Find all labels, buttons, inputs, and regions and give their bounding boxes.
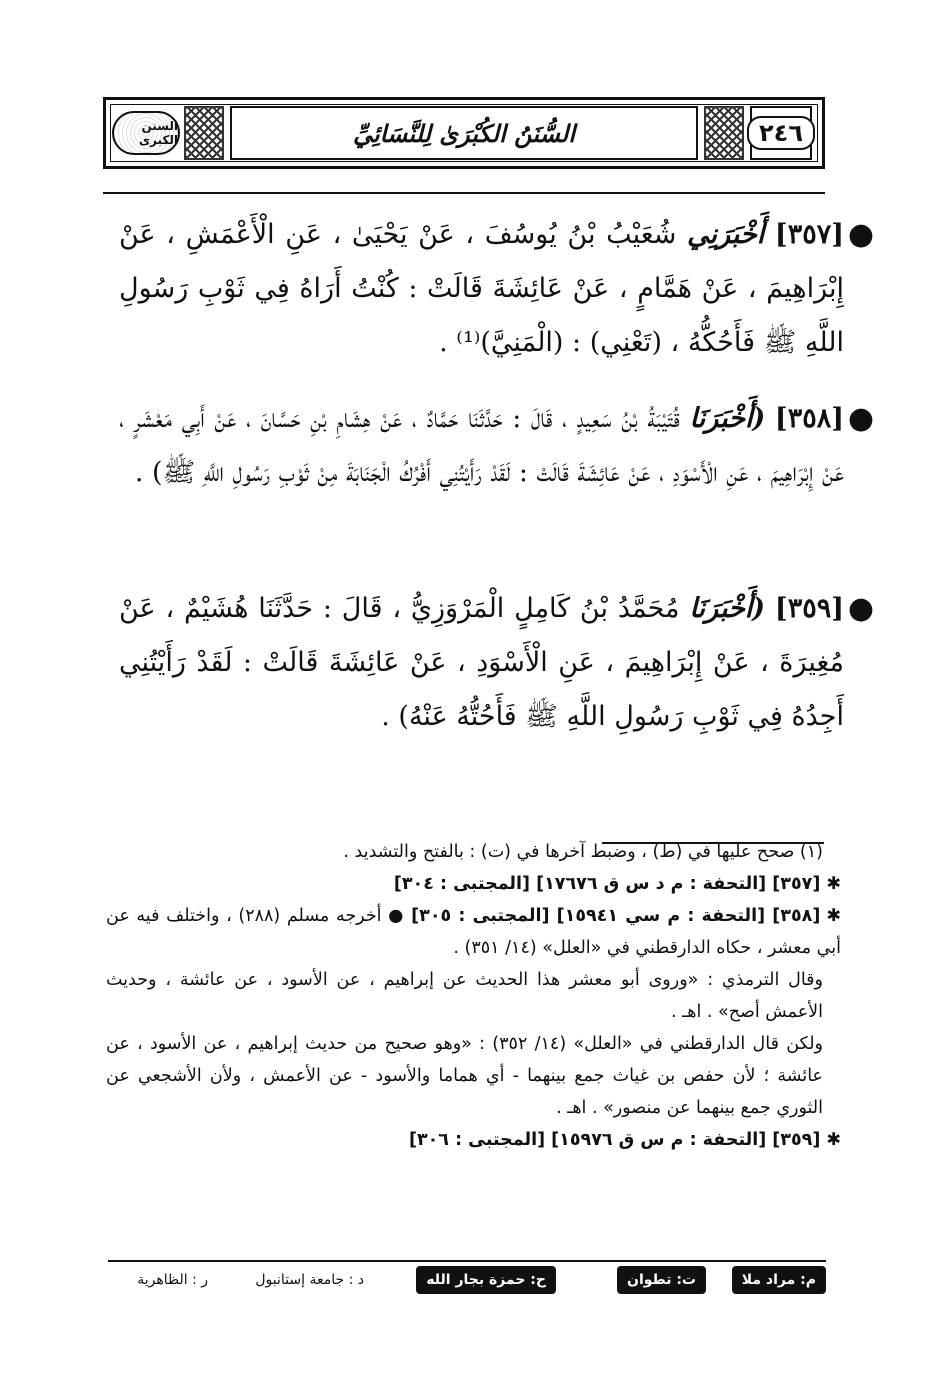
ornament-left (184, 106, 224, 160)
bullet-icon: ● (847, 217, 874, 252)
seal-panel (112, 106, 180, 160)
page-header (103, 97, 825, 169)
asterisk-icon: ✱ (826, 906, 841, 926)
hadith-opening: (أَخْبَرَنَا (689, 593, 766, 624)
footnotes-block (106, 836, 841, 1156)
source-d: د : جامعة إستانبول (255, 1272, 364, 1288)
book-title: السُّنَنُ الكُبْرَىٰ لِلنَّسَائِيِّ (352, 118, 576, 148)
hadith-opening: (أَخْبَرَنَا (689, 403, 766, 434)
manuscript-sources (108, 1266, 826, 1296)
hadith-entry-359 (119, 582, 874, 744)
hadith-number: [٣٥٨] (774, 403, 844, 434)
hadith-text: شُعَيْبُ بْنُ يُوسُفَ ، عَنْ يَحْيَىٰ ، عَنِ الْأَعْمَشِ ، عَنْ إِبْرَاهِيمَ ، عَنْ هَمَّامٍ ، عَنْ عَائِشَةَ قَالَتْ : كُنْتُ أَرَاهُ فِي ثَوْبِ رَسُولِ اللَّهِ ﷺ فَأَحُكُّهُ ، (تَعْنِي) : (الْمَنِيَّ)⁽¹⁾ . (119, 219, 844, 358)
hadith-entry-357 (119, 208, 874, 370)
hadith-number: [٣٥٧] (774, 219, 844, 250)
asterisk-icon: ✱ (826, 1130, 841, 1150)
bottom-rule (108, 1260, 826, 1262)
note-357 (106, 868, 841, 900)
page-number-panel (750, 106, 812, 160)
seal-text: السنن الكبرى (139, 119, 178, 147)
source-t: ت: تطوان (617, 1266, 706, 1294)
note-359 (106, 1124, 841, 1156)
header-rule (103, 192, 825, 194)
note-358-daraqutni: ولكن قال الدارقطني في «العلل» (١٤/ ٣٥٢) : «وهو صحيح من حديث إبراهيم ، عن الأسود ، عن عائشة ؛ لأن حفص بن غياث جمع بينهما - أي هماما والأسود - عن الأعمش ، ولأن الأشجعي عن الثوري جمع بينهما عن منصور» . اهـ . (106, 1034, 823, 1118)
note-357-ref: [٣٥٧] [التحفة : م د س ق ١٧٦٧٦] [المجتبى : ٣٠٤] (393, 874, 821, 894)
footnote-1: (١) صحح عليها في (ط) ، وضبط آخرها في (ت) : بالفتح والتشديد . (343, 842, 823, 862)
bullet-icon: ● (847, 401, 874, 436)
note-358-ref: [٣٥٨] [التحفة : م سي ١٥٩٤١] [المجتبى : ٣٠٥] (411, 906, 821, 926)
source-h: ح: حمزة بجار الله (416, 1266, 556, 1294)
note-358-tirmidhi: وقال الترمذي : «وروى أبو معشر هذا الحديث عن إبراهيم ، عن الأسود ، عن عائشة ، وحديث الأعمش أصح» . اهـ . (106, 970, 823, 1022)
hadith-text: قُتَيْبَةُ بْنُ سَعِيدٍ ، قَالَ : حَدَّثَنَا حَمَّادٌ ، عَنْ هِشَامِ بْنِ حَسَّانَ ، عَنْ أَبِي مَعْشَرٍ ، عَنْ إِبْرَاهِيمَ ، عَنِ الْأَسْوَدِ ، عَنْ عَائِشَةَ قَالَتْ : لَقَدْ رَأَيْتُنِي أَفْرُكُ الْجَنَابَةَ مِنْ ثَوْبِ رَسُولِ اللَّهِ ﷺ) . (119, 403, 844, 488)
ornament-right (704, 106, 744, 160)
title-panel (230, 106, 698, 160)
page-number: ٢٤٦ (747, 116, 815, 150)
bullet-icon: ● (381, 906, 405, 926)
source-m: م: مراد ملا (732, 1266, 826, 1294)
note-358 (106, 900, 841, 964)
note-358-text: أخرجه مسلم (٢٨٨) ، واختلف فيه عن أبي معشر ، حكاه الدارقطني في «العلل» (١٤/ ٣٥١) . (106, 906, 841, 958)
source-r: ر : الظاهرية (137, 1272, 208, 1288)
bullet-icon: ● (847, 591, 874, 626)
hadith-text: مُحَمَّدُ بْنُ كَامِلٍ الْمَرْوَزِيُّ ، قَالَ : حَدَّثَنَا هُشَيْمٌ ، عَنْ مُغِيرَةَ ، عَنْ إِبْرَاهِيمَ ، عَنِ الْأَسْوَدِ ، عَنْ عَائِشَةَ قَالَتْ : لَقَدْ رَأَيْتُنِي أَجِدُهُ فِي ثَوْبِ رَسُولِ اللَّهِ ﷺ فَأَحُتُّهُ عَنْهُ) . (119, 593, 844, 732)
hadith-entry-358 (119, 392, 874, 500)
hadith-opening: أَخْبَرَنِي (687, 219, 765, 250)
hadith-number: [٣٥٩] (774, 593, 844, 624)
asterisk-icon: ✱ (826, 874, 841, 894)
book-seal-icon (112, 111, 180, 155)
note-359-ref: [٣٥٩] [التحفة : م س ق ١٥٩٧٦] [المجتبى : ٣٠٦] (408, 1130, 821, 1150)
